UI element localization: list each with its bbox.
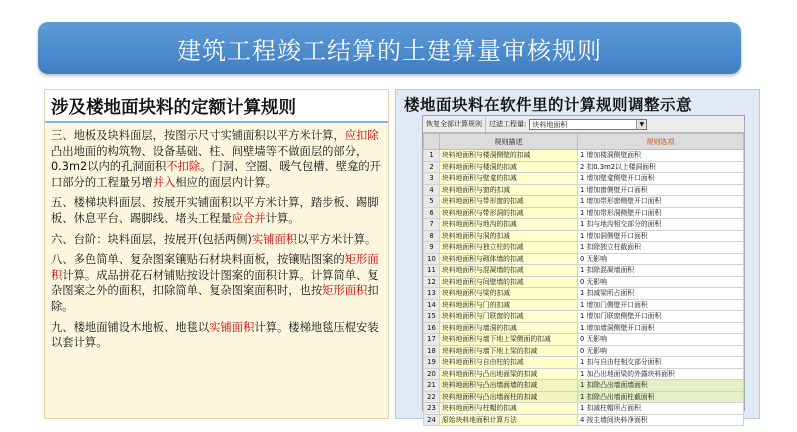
row-index: 17 (424, 334, 440, 346)
rule-option-cell[interactable]: 1 增加门联窗侧壁开口面积 (578, 311, 744, 323)
table-row[interactable] (424, 242, 744, 254)
row-index: 18 (424, 345, 440, 357)
rule-paragraph-5 (51, 195, 385, 226)
row-index: 9 (424, 242, 440, 254)
row-index: 22 (424, 391, 440, 403)
table-row[interactable] (424, 391, 744, 403)
rule-option-cell[interactable]: 1 加凸出地面梁的外露块料面积 (578, 368, 744, 380)
rule-highlight: 实铺面积 (251, 232, 298, 246)
rule-highlight: 应合并 (231, 211, 266, 225)
rule-option-cell[interactable]: 1 增加门侧壁开口面积 (578, 299, 744, 311)
rule-text: 计算。 (265, 211, 300, 225)
row-index: 12 (424, 276, 440, 288)
table-row[interactable] (424, 265, 744, 277)
slide-title: 建筑工程竣工结算的土建算量审核规则 (38, 22, 741, 74)
rule-option-cell[interactable]: 1 增加墙洞侧壁开口面积 (578, 322, 744, 334)
rule-highlight: 并入 (152, 175, 176, 189)
rule-paragraph-8 (51, 252, 385, 314)
row-index: 24 (424, 414, 440, 426)
rule-description: 块料地面积与凸出地面梁的扣减 (440, 368, 578, 380)
table-row[interactable] (424, 288, 744, 300)
row-index: 21 (424, 380, 440, 392)
filter-quantity-select[interactable] (529, 119, 647, 130)
table-row[interactable] (424, 403, 744, 415)
rule-text: 五、楼梯块料面层、按展开实铺面积以平方米计算，踏步板、踢脚板、休息平台、踢脚线、堵头工程量 (51, 196, 379, 225)
rule-option-cell[interactable]: 1 扣减梁所占面积 (578, 288, 744, 300)
rule-description: 块料地面积与楼洞侧壁的扣减 (440, 150, 578, 162)
rule-text: 六、台阶：块料面层，按展开(包括两侧) (51, 232, 252, 246)
filter-label: 过滤工程量: (489, 120, 527, 128)
row-index: 7 (424, 219, 440, 231)
definition-rules-panel (44, 89, 389, 419)
rule-description: 块料地面积与洞的扣减 (440, 230, 578, 242)
table-row[interactable] (424, 196, 744, 208)
table-row[interactable] (424, 322, 744, 334)
rule-option-cell[interactable]: 1 增加壁龛侧壁开口面积 (578, 173, 744, 185)
row-index: 20 (424, 368, 440, 380)
rule-description: 块料地面积与壁龛的扣减 (440, 173, 578, 185)
rule-option-cell[interactable]: 1 增加带形洞侧壁开口面积 (578, 207, 744, 219)
table-row[interactable] (424, 161, 744, 173)
table-row[interactable] (424, 414, 744, 426)
rule-text: 相应的面层内计算。 (175, 175, 277, 189)
rule-description: 块料地面积与带形窗的扣减 (440, 196, 578, 208)
rule-description: 块料地面积与柱帽的扣减 (440, 403, 578, 415)
definition-rules-heading: 涉及楼地面块料的定额计算规则 (45, 90, 388, 123)
rule-description: 块料地面积与独立柱的扣减 (440, 242, 578, 254)
rule-option-cell[interactable]: 0 无影响 (578, 276, 744, 288)
rule-highlight: 矩形面积 (51, 253, 379, 282)
table-row[interactable] (424, 173, 744, 185)
header-rule-option: 规则选项 (578, 134, 744, 150)
rule-text: 扣除。 (51, 284, 379, 313)
rule-highlight: 实铺面积 (209, 320, 255, 334)
row-index: 16 (424, 322, 440, 334)
row-index: 8 (424, 230, 440, 242)
filter-selected-value: 块料地面积 (532, 120, 568, 129)
rule-option-cell[interactable]: 1 增加带形窗侧壁开口面积 (578, 196, 744, 208)
calc-rule-window (422, 115, 745, 424)
restore-all-rules-button[interactable]: 恢复全部计算规则 (423, 117, 486, 132)
rule-option-cell[interactable]: 1 增加洞侧壁开口面积 (578, 230, 744, 242)
rule-text: 计算。楼梯地毯压棍安装以套计算。 (51, 320, 379, 350)
rule-description: 块料地面积与墙洞的扣减 (440, 322, 578, 334)
row-index: 15 (424, 311, 440, 323)
header-rule-description: 规则描述 (440, 134, 578, 150)
rule-option-cell[interactable]: 1 扣与地沟相交部分的面积 (578, 219, 744, 231)
table-row[interactable] (424, 207, 744, 219)
rule-description: 块料地面积与自由柱的扣减 (440, 357, 578, 369)
row-index: 23 (424, 403, 440, 415)
table-row[interactable] (424, 253, 744, 265)
table-row[interactable] (424, 380, 744, 392)
rule-description: 原始块料地面积计算方法 (440, 414, 578, 426)
rule-description: 块料地面积与凸出墙面柱的扣减 (440, 391, 578, 403)
rule-description: 块料地面积与门联窗的扣减 (440, 311, 578, 323)
row-index: 19 (424, 357, 440, 369)
table-row[interactable] (424, 368, 744, 380)
row-index: 1 (424, 150, 440, 162)
rule-paragraph-9 (51, 320, 385, 351)
rule-description: 块料地面积与凸出墙面墙的扣减 (440, 380, 578, 392)
rule-description: 块料地面积与梁的扣减 (440, 288, 578, 300)
rule-option-cell[interactable]: 1 扣除凸出墙面柱截面积 (578, 391, 744, 403)
rule-option-cell[interactable]: 1 扣除独立柱截面积 (578, 242, 744, 254)
rule-text: 九、楼地面铺设木地板、地毯以 (51, 320, 210, 334)
row-index: 11 (424, 265, 440, 277)
rule-highlight: 矩形面积 (322, 284, 368, 298)
table-row[interactable] (424, 357, 744, 369)
rule-paragraph-3 (51, 128, 385, 190)
rule-description: 块料地面积与窗的扣减 (440, 184, 578, 196)
rule-option-cell[interactable]: 4 按主墙间块料净面积 (578, 414, 744, 426)
table-row[interactable] (424, 150, 744, 162)
table-row[interactable] (424, 345, 744, 357)
rule-description: 块料地面积与门的扣减 (440, 299, 578, 311)
rule-highlight: 不扣除 (166, 160, 201, 174)
rule-highlight: 应扣除 (344, 129, 379, 142)
rule-option-cell[interactable]: 1 增加窗侧壁开口面积 (578, 184, 744, 196)
rule-description: 块料地面积与混凝墙的扣减 (440, 265, 578, 277)
software-rules-heading: 楼地面块料在软件里的计算规则调整示意 (404, 95, 693, 114)
rule-option-cell[interactable]: 1 扣除混凝墙面积 (578, 265, 744, 277)
rule-text: 凸出地面的构筑物、设备基础、柱、间壁墙等不做面层的部分，0.3m2以内的孔洞面积 (51, 144, 368, 174)
rule-option-cell[interactable]: 0 无影响 (578, 345, 744, 357)
rule-table-header (424, 134, 744, 150)
rule-description: 块料地面积与地沟的扣减 (440, 219, 578, 231)
rule-option-cell[interactable]: 0 无影响 (578, 334, 744, 346)
rule-text: 。门洞、空圈、暖气包槽、壁龛的开口部分的工程量另增 (51, 160, 381, 189)
rule-text: 以平方米计算。 (297, 232, 377, 246)
rule-option-cell[interactable]: 0 无影响 (578, 253, 744, 265)
row-index: 3 (424, 173, 440, 185)
chevron-down-icon[interactable]: ▼ (636, 120, 646, 129)
row-index: 4 (424, 184, 440, 196)
rule-option-cell[interactable]: 1 扣减柱帽所占面积 (578, 403, 744, 415)
rule-description: 块料地面积与砌体墙的扣减 (440, 253, 578, 265)
rule-description: 块料地面积与墙下地上梁侧面的扣减 (440, 334, 578, 346)
rule-option-cell[interactable]: 1 增加楼洞侧壁面积 (578, 150, 744, 162)
rule-option-cell[interactable]: 1 扣与自由柱相交部分面积 (578, 357, 744, 369)
row-index: 10 (424, 253, 440, 265)
rule-table (423, 133, 744, 426)
rule-description: 块料地面积与带形洞的扣减 (440, 207, 578, 219)
table-row[interactable] (424, 219, 744, 231)
rule-description: 块料地面积与墙下地上梁的扣减 (440, 345, 578, 357)
rule-description: 块料地面积与楼洞的扣减 (440, 161, 578, 173)
rule-option-cell[interactable]: 2 扣0.3m2以上楼洞面积 (578, 161, 744, 173)
calc-rule-toolbar (423, 116, 744, 133)
table-row[interactable] (424, 334, 744, 346)
rule-paragraph-6 (51, 232, 385, 248)
row-index: 5 (424, 196, 440, 208)
row-index: 2 (424, 161, 440, 173)
row-index: 6 (424, 207, 440, 219)
table-row[interactable] (424, 311, 744, 323)
rule-text: 计算。成品拼花石材铺贴按设计图案的面积计算。计算简单、复杂图案之外的面积，扣除简单、复杂图案面积时，也按 (51, 268, 379, 298)
header-index (424, 134, 440, 150)
definition-rules-body (51, 128, 385, 356)
row-index: 14 (424, 299, 440, 311)
rule-text: 八、多色简单、复杂图案镶贴石材块料面板，按镶贴图案的 (51, 253, 345, 267)
rule-text: 三、地板及块料面层，按图示尺寸实铺面积以平方米计算， (51, 129, 345, 142)
table-row[interactable] (424, 184, 744, 196)
rule-option-cell[interactable]: 1 扣除凸出墙面墙面积 (578, 380, 744, 392)
table-row[interactable] (424, 230, 744, 242)
row-index: 13 (424, 288, 440, 300)
rule-description: 块料地面积与间壁墙的扣减 (440, 276, 578, 288)
table-row[interactable] (424, 299, 744, 311)
table-row[interactable] (424, 276, 744, 288)
